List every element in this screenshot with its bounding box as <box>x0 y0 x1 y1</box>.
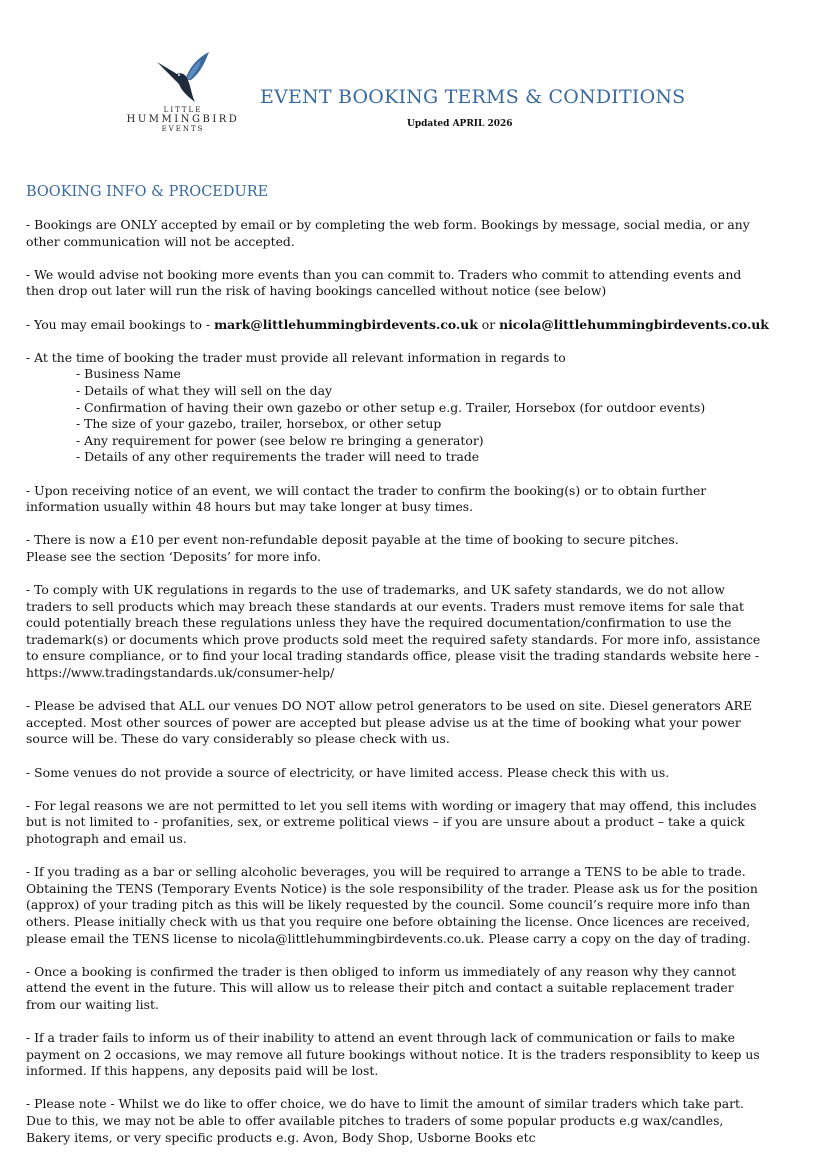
terms-content <box>26 217 796 1163</box>
paragraph-booking-methods <box>26 217 796 250</box>
text-line: payment on 2 occasions, we may remove all future bookings without notice. It is the traders responsiblity to keep us <box>26 1046 760 1062</box>
list-item: - Confirmation of having their own gazebo or other setup e.g. Trailer, Horsebox (for outdoor events) <box>76 399 706 415</box>
email-link-mark[interactable]: mark@littlehummingbirdevents.co.uk <box>214 316 478 332</box>
text-line: other communication will not be accepted. <box>26 233 295 249</box>
paragraph-electricity <box>26 765 796 782</box>
paragraph-failure-to-inform <box>26 1030 796 1080</box>
text-line: (approx) of your trading pitch as this will be likely requested by the council. Some council’s require more info than <box>26 897 751 913</box>
text-line: - Upon receiving notice of an event, we will contact the trader to confirm the booking(s) or to obtain further <box>26 482 707 498</box>
text-line: - Please be advised that ALL our venues DO NOT allow petrol generators to be used on site. Diesel generators ARE <box>26 698 752 714</box>
text-line: others. Please initially check with us that you require one before obtaining the license. Once licences are received, <box>26 913 751 929</box>
paragraph-offensive-items <box>26 798 796 848</box>
text-line: could potentially breach these regulations unless they have the required documentation/confirmation to use the <box>26 615 732 631</box>
text-line: - If a trader fails to inform us of their inability to attend an event through lack of communication or fails to make <box>26 1030 735 1046</box>
text-line: please email the TENS license to nicola@littlehummingbirdevents.co.uk. Please carry a copy on the day of trading. <box>26 930 751 946</box>
text-line: Obtaining the TENS (Temporary Events Notice) is the sole responsibility of the trader. Please ask us for the position <box>26 880 758 896</box>
list-item: - Details of any other requirements the trader will need to trade <box>76 449 480 465</box>
email-separator-text: or <box>477 316 500 332</box>
paragraph-tens-license <box>26 864 796 947</box>
page-title: EVENT BOOKING TERMS & CONDITIONS <box>260 86 686 108</box>
text-line: - Once a booking is confirmed the trader is then obliged to inform us immediately of any reason why they cannot <box>26 963 737 979</box>
text-line: Bakery items, or very specific products e.g. Avon, Body Shop, Usborne Books etc <box>26 1129 536 1145</box>
list-item: - The size of your gazebo, trailer, horsebox, or other setup <box>76 416 442 432</box>
trading-standards-link[interactable]: https://www.tradingstandards.uk/consumer-help/ <box>26 665 335 681</box>
logo-text-events: EVENTS <box>161 125 205 133</box>
text-line: - For legal reasons we are not permitted to let you sell items with wording or imagery that may offend, this includes <box>26 797 757 813</box>
text-line: photograph and email us. <box>26 830 187 846</box>
text-line: - There is now a £10 per event non-refundable deposit payable at the time of booking to secure pitches. <box>26 532 679 548</box>
hummingbird-icon <box>151 50 215 104</box>
text-line <box>26 317 796 334</box>
paragraph-generators <box>26 698 796 748</box>
text-line: Please see the section ‘Deposits’ for more info. <box>26 548 321 564</box>
text-line: but is not limited to - profanities, sex, or extreme political views – if you are unsure about a product – take a quick <box>26 814 745 830</box>
text-line: informed. If this happens, any deposits paid will be lost. <box>26 1063 379 1079</box>
paragraph-cancellation-notice <box>26 964 796 1014</box>
text-line: - At the time of booking the trader must provide all relevant information in regards to <box>26 349 566 365</box>
paragraph-confirmation <box>26 483 796 516</box>
list-item: - Any requirement for power (see below re bringing a generator) <box>76 432 484 448</box>
text-line: - If you trading as a bar or selling alcoholic beverages, you will be required to arrange a TENS to be able to trade. <box>26 864 746 880</box>
text-line: then drop out later will run the risk of having bookings cancelled without notice (see below) <box>26 283 607 299</box>
text-line: attend the event in the future. This will allow us to release their pitch and contact a suitable replacement trader <box>26 980 734 996</box>
text-line: - To comply with UK regulations in regards to the use of trademarks, and UK safety standards, we do not allow <box>26 582 725 598</box>
text-line: to ensure compliance, or to find your local trading standards office, please visit the trading standards website here - <box>26 648 760 664</box>
list-item: - Details of what they will sell on the day <box>76 382 333 398</box>
text-line: source will be. These do vary considerably so please check with us. <box>26 731 450 747</box>
text-line: trademark(s) or documents which prove products sold meet the required safety standards. For more info, assistance <box>26 631 761 647</box>
paragraph-commitment <box>26 267 796 300</box>
list-item: - Business Name <box>76 366 181 382</box>
text-line: Due to this, we may not be able to offer available pitches to traders of some popular products e.g wax/candles, <box>26 1113 724 1129</box>
section-heading: BOOKING INFO & PROCEDURE <box>26 184 269 200</box>
text-line: - Some venues do not provide a source of electricity, or have limited access. Please check this with us. <box>26 764 670 780</box>
paragraph-deposit <box>26 532 796 565</box>
paragraph-trademarks <box>26 582 796 682</box>
text-line: from our waiting list. <box>26 996 159 1012</box>
text-line: - Bookings are ONLY accepted by email or by completing the web form. Bookings by message, social media, or any <box>26 217 750 232</box>
company-logo <box>118 50 248 133</box>
logo-text-hummingbird: HUMMINGBIRD <box>126 114 240 125</box>
text-line: accepted. Most other sources of power are accepted but please advise us at the time of booking what your power <box>26 714 741 730</box>
text-line: information usually within 48 hours but may take longer at busy times. <box>26 499 474 515</box>
paragraph-email-addresses <box>26 317 796 334</box>
text-line: - We would advise not booking more events than you can commit to. Traders who commit to attending events and <box>26 266 742 282</box>
text-line: traders to sell products which may breach these standards at our events. Traders must remove items for sale that <box>26 598 744 614</box>
paragraph-similar-traders <box>26 1096 796 1146</box>
logo-text-little: LITTLE <box>163 106 203 114</box>
paragraph-required-info <box>26 350 796 466</box>
text-line: - Please note - Whilst we do like to offer choice, we do have to limit the amount of similar traders which take part. <box>26 1096 744 1112</box>
email-prefix-text: - You may email bookings to - <box>26 316 215 332</box>
updated-date: Updated APRIL 2026 <box>407 119 513 129</box>
email-link-nicola[interactable]: nicola@littlehummingbirdevents.co.uk <box>499 316 769 332</box>
